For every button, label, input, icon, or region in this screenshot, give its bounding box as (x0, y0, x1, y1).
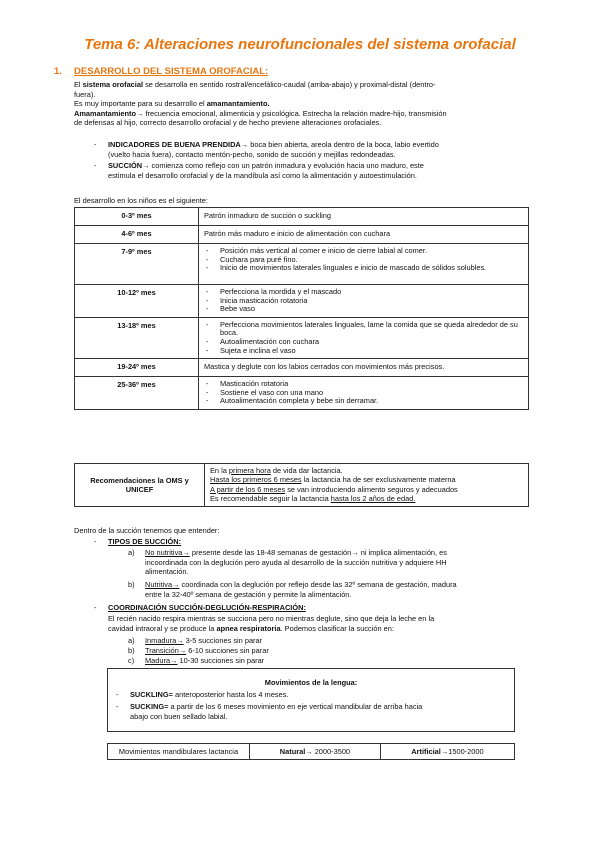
bullet-text: (vuelto hacia fuera), contacto mentón-pecho, sonido de succión y mejillas redondeadas. (108, 149, 396, 159)
lengua-title: Movimientos de la lengua: (264, 678, 358, 687)
succion-transicion (145, 646, 269, 656)
oms-text: En la (210, 466, 229, 475)
oms-text: de vida dar lactancia. (270, 466, 343, 475)
tipo-text: presente desde las 18-48 semanas de gestación→ ni implica alimentación, es (189, 548, 447, 557)
table-row (75, 377, 529, 410)
table-row (75, 244, 529, 285)
list-item: - Cuchara para puré fino. (220, 256, 523, 265)
succion-inmadura (145, 636, 262, 646)
coord-text: . Podemos clasificar la succión en: (280, 623, 394, 633)
dev-intro: El desarrollo en los niños es el siguiente: (74, 196, 208, 205)
succion-text: 10-30 succiones sin parar (177, 656, 265, 665)
age-cell: 19-24º mes (75, 359, 199, 377)
lengua-text: anteroposterior hasta los 4 meses. (172, 690, 289, 699)
oms-underlined: primera hora (228, 466, 271, 475)
bullet-dash: - (116, 702, 119, 711)
oms-recommendations (205, 464, 529, 507)
list-letter: a) (128, 548, 135, 557)
section-number: 1. (54, 66, 62, 77)
list-item: - Perfecciona movimientos laterales linguales, lame la comida que se queda alrededor de su boca. (220, 321, 523, 338)
milestone-cell (199, 208, 529, 226)
intro-term: amamantamiento. (206, 99, 270, 109)
tipo-nutritiva (145, 580, 535, 599)
milestone-list (204, 288, 523, 314)
oms-text: Es recomendable seguir la lactancia (210, 494, 331, 504)
list-item: - Inicio de movimientos laterales linguales e inicio de mascado de sólidos solubles. (220, 264, 523, 273)
tipo-text: coordinada con la deglución por reflejo desde las 32º semana de gestación, madura (179, 580, 457, 589)
list-item: - Inicia masticación rotatoria (220, 297, 523, 306)
intro-text: El (74, 80, 83, 89)
list-letter: b) (128, 580, 135, 589)
bullet-prendida (108, 140, 528, 159)
bullet-text: comienza como reflejo con un patrón inmadura y evolución hacia uno maduro, este (149, 161, 424, 170)
lengua-term: SUCKLING= (130, 690, 173, 699)
bullet-text: boca bien abierta, areola dentro de la boca, labio evertido (248, 140, 439, 149)
milestone-list (204, 247, 523, 273)
age-cell: 0-3º mes (75, 208, 199, 226)
intro-text: fuera). (74, 89, 96, 99)
milestone-cell (199, 285, 529, 318)
lengua-text: abajo con buen sellado labial. (130, 711, 228, 721)
milestone-list (204, 321, 523, 355)
bullet-succion (108, 161, 528, 180)
coord-term: apnea respiratoria (216, 623, 281, 633)
bullet-dash: - (94, 161, 97, 170)
milestone-cell (199, 226, 529, 244)
tipo-term: Nutritiva→ (145, 580, 180, 589)
table-row (75, 208, 529, 226)
bullet-dash: - (94, 537, 97, 546)
list-item: - Bebe vaso (220, 305, 523, 314)
table-row (75, 317, 529, 358)
lengua-suckling (130, 690, 500, 700)
oms-underlined: hasta los 2 años de edad. (330, 494, 416, 504)
age-cell: 25-36º mes (75, 377, 199, 410)
intro-term: sistema orofacial (82, 80, 144, 89)
succion-term: Inmadura→ (145, 636, 184, 645)
list-letter: b) (128, 646, 135, 655)
list-item: - Posición más vertical al comer e inicio de cierre labial al comer. (220, 247, 523, 256)
lengua-term: SUCKING= (130, 702, 169, 711)
intro-text: Es muy importante para su desarrollo el (74, 99, 207, 109)
lengua-box (107, 668, 515, 732)
document-title: Tema 6: Alteraciones neurofuncionales del sistema orofacial (84, 36, 516, 53)
succion-intro: Dentro de la succión tenemos que entender: (74, 526, 220, 535)
milestone-text: Patrón más maduro e inicio de alimentación con cuchara (204, 229, 391, 238)
milestone-list (204, 380, 523, 406)
list-item: - Perfecciona la mordida y el mascado (220, 288, 523, 297)
oms-text: la lactancia ha de ser exclusivamente materna (301, 475, 456, 485)
coord-paragraph (108, 614, 528, 633)
tipos-title: TIPOS DE SUCCIÓN: (108, 537, 182, 546)
list-letter: c) (128, 656, 135, 665)
mand-label: Movimientos mandibulares lactancia (108, 744, 250, 760)
mand-value: → 2000-3500 (305, 747, 351, 756)
lengua-text: a partir de los 6 meses movimiento en eje vertical mandibular de arriba hacia (168, 702, 423, 711)
list-item: - Masticación rotatoria (220, 380, 523, 389)
list-item: - Autoalimentación con cuchara (220, 338, 523, 347)
succion-text: 3-5 succiones sin parar (183, 636, 263, 645)
oms-underlined: Hasta los primeros 6 meses (210, 475, 302, 485)
intro-text: frecuencia emocional, alimenticia y psicológica. Estrecha la relación madre-hijo, transmisión (143, 108, 447, 118)
list-item: - Sujeta e inclina el vaso (220, 347, 523, 356)
mandibular-table (107, 743, 515, 760)
tipo-no-nutritiva (145, 548, 535, 577)
succion-term: Madura→ (145, 656, 178, 665)
intro-term: Amamantamiento→ (74, 108, 144, 118)
table-row (75, 226, 529, 244)
section-heading (54, 66, 268, 77)
coord-title: COORDINACIÓN SUCCIÓN-DEGLUCIÓN-RESPIRACIÓN: (108, 603, 306, 612)
lengua-sucking (130, 702, 510, 721)
coord-text: cavidad intraoral y se produce la (108, 623, 217, 633)
age-cell: 10-12º mes (75, 285, 199, 318)
bullet-dash: - (116, 690, 119, 699)
intro-paragraph (74, 80, 534, 128)
mand-natural (250, 744, 381, 760)
oms-underlined: A partir de los 6 meses (210, 484, 286, 494)
age-cell: 13-18º mes (75, 317, 199, 358)
succion-madura (145, 656, 264, 666)
mand-term: Artificial (411, 747, 441, 756)
milestone-text: Patrón inmaduro de succión o suckling (204, 211, 331, 220)
milestone-cell (199, 359, 529, 377)
succion-text: 6-10 succiones sin parar (186, 646, 269, 655)
list-item: - Autoalimentación completa y bebe sin derramar. (220, 397, 523, 406)
succion-term: Transición→ (145, 646, 187, 655)
mand-artificial (380, 744, 514, 760)
intro-text: se desarrolla en sentido rostral/encefálico-caudal (arriba-abajo) y proximal-distal (dentro- (143, 80, 436, 89)
table-row (75, 359, 529, 377)
intro-text: de defensas al hijo, correcto desarrollo orofacial y de hecho previene alteraciones orofaciales. (74, 118, 382, 128)
mand-term: Natural (279, 747, 306, 756)
bullet-dash: - (94, 140, 97, 149)
milestone-cell (199, 317, 529, 358)
bullet-dash: - (94, 603, 97, 612)
tipo-term: No nutritiva→ (145, 548, 190, 557)
oms-text: se van introduciendo alimento seguros y adecuados (285, 484, 458, 494)
table-row (75, 285, 529, 318)
bullet-term: INDICADORES DE BUENA PRENDIDA→ (108, 140, 249, 149)
bullet-text: estimula el desarrollo orofacial y de la mandíbula así como la alimentación y autoestimulación. (108, 170, 417, 180)
list-letter: a) (128, 636, 135, 645)
age-cell: 7-9º mes (75, 244, 199, 285)
bullet-term: SUCCIÓN→ (108, 161, 150, 170)
mand-value: →1500-2000 (440, 747, 484, 756)
section-title: DESARROLLO DEL SISTEMA OROFACIAL: (74, 66, 269, 77)
list-item: - Sostiene el vaso con una mano (220, 389, 523, 398)
tipo-text: incoordinada con la deglución pero ayuda al desarrollo de la succión nutritiva y adquiere HH (145, 557, 447, 567)
milestone-cell (199, 377, 529, 410)
oms-table (74, 463, 529, 507)
milestone-cell (199, 244, 529, 285)
age-cell: 4-6º mes (75, 226, 199, 244)
development-table (74, 207, 529, 410)
tipo-text: entre la 32-40º semana de gestación y permite la alimentación. (145, 589, 352, 599)
milestone-text: Mastica y deglute con los labios cerrados con movimientos más precisos. (204, 362, 445, 372)
coord-text: El recién nacido respira mientras se succiona pero no mientras deglute, sino que deja la leche en la (108, 614, 435, 623)
oms-label: Recomendaciones la OMS y UNICEF (75, 464, 205, 507)
tipo-text: alimentación. (145, 567, 189, 577)
